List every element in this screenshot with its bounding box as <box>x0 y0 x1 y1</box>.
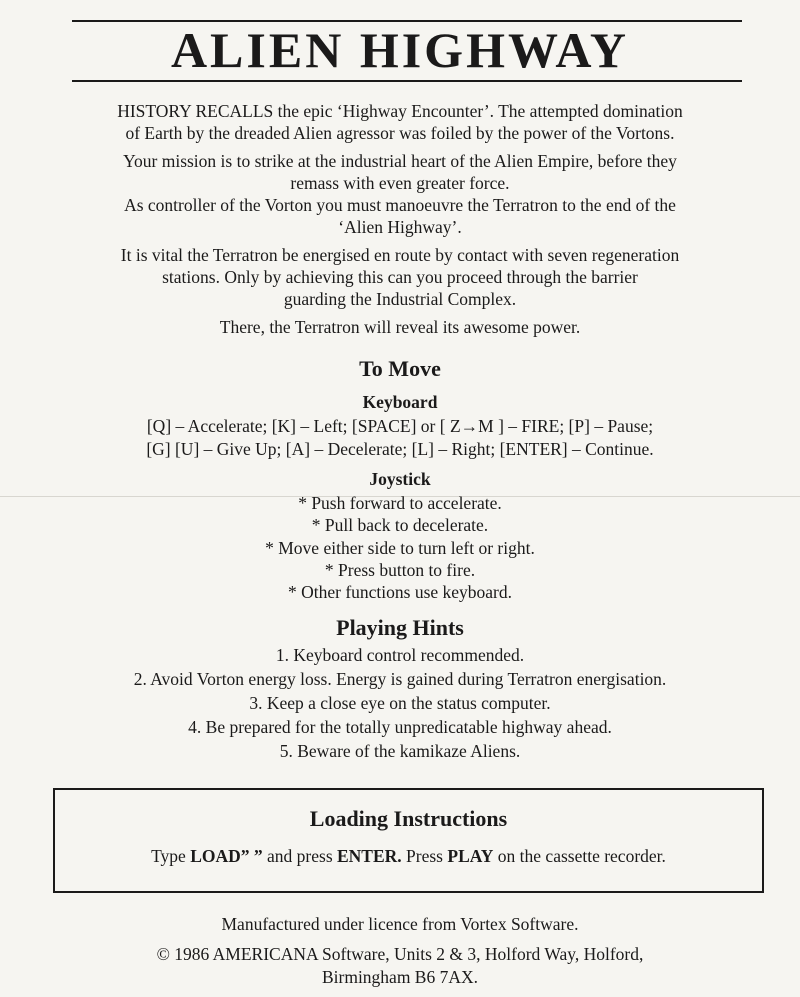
hint-item: 1. Keyboard control recommended. <box>275 645 525 665</box>
intro-line: HISTORY RECALLS the epic ‘Highway Encounter’. The attempted domination <box>117 101 683 121</box>
title-rule <box>72 80 742 82</box>
hint-item: 3. Keep a close eye on the status computer. <box>249 693 551 713</box>
loading-instructions-box <box>53 788 764 893</box>
joystick-line: * Press button to fire. <box>324 560 476 580</box>
hints-heading: Playing Hints <box>336 615 464 640</box>
keyboard-line: [Q] – Accelerate; [K] – Left; [SPACE] or [ Z→M ] – FIRE; [P] – Pause; <box>146 416 654 436</box>
intro-line: remass with even greater force. <box>290 173 510 193</box>
loading-text-part: Press <box>401 846 448 866</box>
intro-text <box>40 100 760 338</box>
loading-text <box>55 845 762 867</box>
intro-line: As controller of the Vorton you must manoeuvre the Terratron to the end of the <box>124 195 676 215</box>
play-key: PLAY <box>447 846 494 866</box>
loading-text-part: on the cassette recorder. <box>493 846 666 866</box>
intro-line: guarding the Industrial Complex. <box>283 289 517 309</box>
intro-line: There, the Terratron will reveal its awesome power. <box>219 317 581 337</box>
enter-key: ENTER. <box>337 846 402 866</box>
hint-item: 4. Be prepared for the totally unpredicatable highway ahead. <box>188 717 612 737</box>
joystick-line: * Push forward to accelerate. <box>298 493 502 513</box>
hint-item: 2. Avoid Vorton energy loss. Energy is gained during Terratron energisation. <box>133 669 667 689</box>
address-text: Birmingham B6 7AX. <box>321 967 479 987</box>
licence-text: Manufactured under licence from Vortex Software. <box>221 914 579 934</box>
joystick-line: * Move either side to turn left or right. <box>265 538 535 558</box>
joystick-line: * Other functions use keyboard. <box>287 582 513 602</box>
loading-heading: Loading Instructions <box>309 806 508 831</box>
intro-line: ‘Alien Highway’. <box>338 217 462 237</box>
load-command: LOAD” ” <box>190 846 263 866</box>
intro-line: of Earth by the dreaded Alien agressor was foiled by the power of the Vortons. <box>125 123 675 143</box>
keyboard-line: [G] [U] – Give Up; [A] – Decelerate; [L] – Right; [ENTER] – Continue. <box>146 439 654 459</box>
page-title: ALIEN HIGHWAY <box>170 22 630 78</box>
intro-line: Your mission is to strike at the industrial heart of the Alien Empire, before they <box>123 151 677 171</box>
loading-text-part: Type <box>151 846 191 866</box>
loading-text-part: and press <box>262 846 337 866</box>
copyright-text: © 1986 AMERICANA Software, Units 2 & 3, Holford Way, Holford, <box>156 944 644 964</box>
to-move-heading: To Move <box>359 356 441 381</box>
joystick-heading: Joystick <box>369 469 431 489</box>
hint-item: 5. Beware of the kamikaze Aliens. <box>279 741 521 761</box>
intro-line: It is vital the Terratron be energised en route by contact with seven regeneration <box>120 245 680 265</box>
joystick-line: * Pull back to decelerate. <box>311 515 489 535</box>
keyboard-heading: Keyboard <box>362 392 438 412</box>
intro-line: stations. Only by achieving this can you proceed through the barrier <box>162 267 638 287</box>
